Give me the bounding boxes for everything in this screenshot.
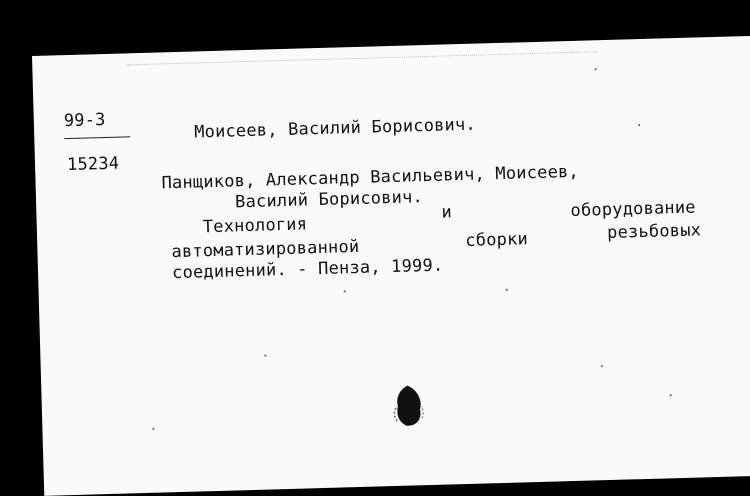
card-speck (152, 428, 154, 430)
title-word-4: автоматизированной (171, 236, 360, 263)
card-speck (506, 289, 508, 291)
card-top-dotted-line (127, 51, 597, 65)
title-word-6: резьбовых (606, 220, 702, 244)
title-word-2: и (441, 202, 453, 223)
title-word-3: оборудование (570, 197, 696, 222)
card-speck (601, 365, 603, 367)
card-speck (344, 290, 346, 292)
title-word-1: Технология (202, 214, 308, 238)
card-speck (670, 394, 672, 396)
card-speck (595, 68, 597, 70)
title-word-5: сборки (465, 229, 529, 251)
heading-author: Моисеев, Василий Борисович. (193, 114, 477, 143)
shelf-mark-rule (64, 136, 130, 139)
inventory-number: 15234 (66, 153, 120, 176)
punch-hole-icon (389, 383, 426, 428)
catalog-card (32, 35, 750, 495)
authors-line-2: Василий Борисович. (234, 187, 424, 213)
authors-line-1: Панщиков, Александр Васильевич, Моисеев, (161, 161, 580, 194)
card-speck (264, 355, 266, 357)
imprint-line: соединений. - Пенза, 1999. (171, 255, 444, 284)
shelf-mark: 99-3 (63, 109, 106, 132)
card-speck (638, 124, 640, 126)
